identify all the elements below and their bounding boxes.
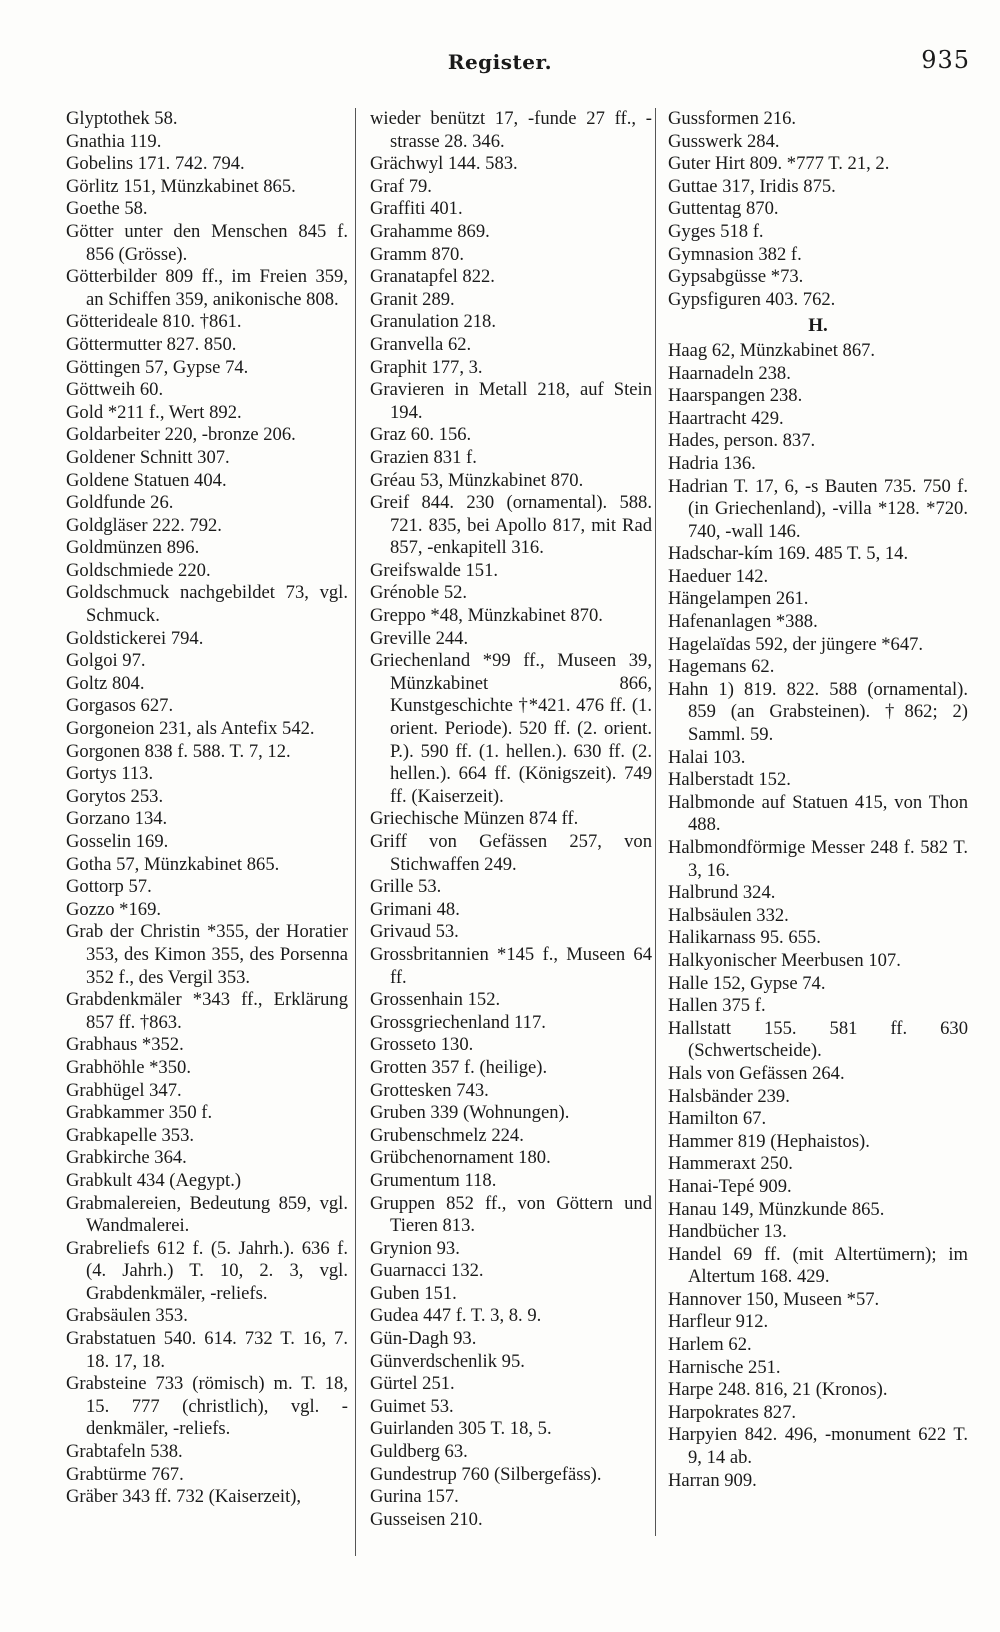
index-entry: Goldarbeiter 220, -bronze 206.	[66, 424, 296, 446]
index-entry: Hadschar-kím 169. 485 T. 5, 14.	[668, 543, 909, 565]
page-title: Register.	[447, 50, 553, 74]
index-entry: Hängelampen 261.	[668, 588, 809, 610]
index-entry: Goltz 804.	[66, 672, 145, 694]
index-entry: Grumentum 118.	[370, 1169, 497, 1191]
index-entry: Grabkirche 364.	[66, 1147, 187, 1169]
index-entry: Göttweih 60.	[66, 379, 164, 401]
index-entry: Grabdenkmäler *343 ff., Erklärung 857 ff. †863.	[66, 989, 348, 1033]
index-entry: Hals von Gefässen 264.	[668, 1062, 845, 1084]
index-entry: Griff von Gefässen 257, von Stichwaffen 249.	[370, 831, 652, 875]
index-entry: Görlitz 151, Münzkabinet 865.	[66, 175, 296, 197]
index-entry: Guirlanden 305 T. 18, 5.	[370, 1418, 552, 1440]
index-entry: Goldene Statuen 404.	[66, 469, 227, 491]
column-divider	[655, 108, 656, 1536]
index-entry: Göttermutter 827. 850.	[66, 333, 237, 355]
index-entry: Gussformen 216.	[668, 108, 797, 129]
index-entry: Greville 244.	[370, 627, 469, 649]
index-entry: Hallen 375 f.	[668, 995, 766, 1017]
index-entry: Gypsabgüsse *73.	[668, 266, 804, 288]
index-entry: Harnische 251.	[668, 1356, 781, 1378]
index-entry: Griechische Münzen 874 ff.	[370, 808, 579, 830]
index-entry: Hagelaïdas 592, der jüngere *647.	[668, 633, 924, 655]
index-entry: Harlem 62.	[668, 1334, 752, 1356]
index-entry: Hammer 819 (Hephaistos).	[668, 1130, 870, 1152]
index-entry: Harfleur 912.	[668, 1311, 769, 1333]
index-entry: Harpokrates 827.	[668, 1401, 797, 1423]
index-entry: Göttingen 57, Gypse 74.	[66, 356, 249, 378]
index-entry: Gurina 157.	[370, 1486, 459, 1508]
index-entry: Goldfunde 26.	[66, 492, 174, 514]
index-entry: Gusseisen 210.	[370, 1508, 483, 1530]
index-entry: Grabhaus *352.	[66, 1034, 184, 1056]
index-entry: Guimet 53.	[370, 1395, 454, 1417]
index-entry: Haag 62, Münzkabinet 867.	[668, 339, 876, 361]
index-column-1	[66, 108, 348, 1509]
index-entry: Gobelins 171. 742. 794.	[66, 153, 245, 175]
index-entry: Gotha 57, Münzkabinet 865.	[66, 853, 280, 875]
index-entry: Gymnasion 382 f.	[668, 243, 802, 265]
index-entry: Gorytos 253.	[66, 785, 164, 807]
index-entry: Greppo *48, Münzkabinet 870.	[370, 605, 603, 627]
index-entry: Graphit 177, 3.	[370, 356, 483, 378]
index-entry: Hammeraxt 250.	[668, 1153, 793, 1175]
index-entry: Gruppen 852 ff., von Göttern und Tieren 813.	[370, 1192, 652, 1237]
index-entry: Granit 289.	[370, 288, 455, 310]
index-entry: Hanai-Tepé 909.	[668, 1175, 792, 1197]
index-entry: Gramm 870.	[370, 243, 464, 265]
index-entry: Halberstadt 152.	[668, 769, 791, 791]
index-entry: Golgoi 97.	[66, 650, 146, 672]
index-entry: Götterideale 810. †861.	[66, 311, 242, 333]
index-entry: Gnathia 119.	[66, 130, 162, 152]
index-entry: Gräber 343 ff. 732 (Kaiserzeit),	[66, 1486, 302, 1508]
index-entry: Hagemans 62.	[668, 656, 775, 678]
index-entry: Haartracht 429.	[668, 407, 784, 429]
index-entry: Graz 60. 156.	[370, 424, 472, 446]
index-entry: Grubenschmelz 224.	[370, 1124, 524, 1146]
index-entry: Gürtel 251.	[370, 1373, 455, 1395]
index-entry: Halbsäulen 332.	[668, 904, 789, 926]
index-entry: Haeduer 142.	[668, 565, 769, 587]
index-entry: Goldener Schnitt 307.	[66, 446, 230, 468]
index-entry: Grab der Christin *355, der Horatier 353, des Kimon 355, des Porsenna 352 f., des Vergil 353.	[66, 921, 348, 988]
index-entry: Halle 152, Gypse 74.	[668, 972, 826, 994]
index-entry: Götterbilder 809 ff., im Freien 359, an Schiffen 359, anikonische 808.	[66, 266, 348, 310]
index-entry: Goethe 58.	[66, 198, 148, 220]
index-entry: Grossgriechenland 117.	[370, 1011, 546, 1033]
index-entry: Granatapfel 822.	[370, 266, 495, 288]
index-entry: Harpe 248. 816, 21 (Kronos).	[668, 1379, 888, 1401]
index-entry: Grabkult 434 (Aegypt.)	[66, 1169, 242, 1191]
index-entry: Grabtafeln 538.	[66, 1441, 183, 1463]
index-entry: Greif 844. 230 (ornamental). 588. 721. 835, bei Apollo 817, mit Rad 857, -enkapitell 316.	[370, 492, 652, 559]
index-entry: Grénoble 52.	[370, 582, 468, 604]
index-entry: Hades, person. 837.	[668, 430, 816, 452]
index-entry: Goldmünzen 896.	[66, 537, 200, 559]
index-entry: Guttae 317, Iridis 875.	[668, 175, 836, 197]
index-entry: Grabreliefs 612 f. (5. Jahrh.). 636 f. (4. Jahrh.) T. 10, 2. 3, vgl. Grabdenkmäler, -reliefs.	[66, 1237, 348, 1304]
index-entry: Gundestrup 760 (Silbergefäss).	[370, 1463, 602, 1485]
index-entry: Grabsäulen 353.	[66, 1305, 188, 1327]
index-entry: Gorgasos 627.	[66, 695, 174, 717]
index-entry: Harpyien 842. 496, -monument 622 T. 9, 14 ab.	[668, 1424, 968, 1469]
index-entry: Halikarnass 95. 655.	[668, 927, 821, 949]
index-entry: Grivaud 53.	[370, 921, 459, 943]
index-entry: Gyges 518 f.	[668, 220, 764, 242]
index-entry: Gudea 447 f. T. 3, 8. 9.	[370, 1305, 542, 1327]
index-entry: Gusswerk 284.	[668, 130, 780, 152]
index-entry: Hannover 150, Museen *57.	[668, 1288, 880, 1310]
index-entry: Goldschmiede 220.	[66, 559, 211, 581]
index-entry: Grabsteine 733 (römisch) m. T. 18, 15. 777 (christlich), vgl. -denkmäler, -reliefs.	[66, 1373, 348, 1440]
index-entry: Hallstatt 155. 581 ff. 630 (Schwertscheide).	[668, 1017, 968, 1062]
index-entry: Hafenanlagen *388.	[668, 611, 818, 633]
index-entry: Halsbänder 239.	[668, 1085, 790, 1107]
index-entry: Gottorp 57.	[66, 876, 152, 898]
index-entry: Gravieren in Metall 218, auf Stein 194.	[370, 379, 652, 423]
index-entry: Halbmondförmige Messer 248 f. 582 T. 3, 16.	[668, 837, 968, 881]
index-entry: Grille 53.	[370, 876, 442, 898]
index-entry: Grabkapelle 353.	[66, 1124, 195, 1146]
index-entry: Grübchenornament 180.	[370, 1147, 551, 1169]
index-entry: Grabhöhle *350.	[66, 1056, 191, 1078]
index-entry: Hadrian T. 17, 6, -s Bauten 735. 750 f. (in Griechenland), -villa *128. *720. 740, -wall 146.	[668, 475, 968, 542]
index-column-2	[370, 108, 652, 1531]
index-entry: Guttentag 870.	[668, 198, 779, 220]
index-entry: Hahn 1) 819. 822. 588 (ornamental). 859 (an Grabsteinen). †862; 2) Samml. 59.	[668, 678, 968, 746]
index-entry: Grächwyl 144. 583.	[370, 153, 518, 175]
index-entry: Grynion 93.	[370, 1237, 460, 1259]
index-entry: Guben 151.	[370, 1282, 457, 1304]
index-entry: Gruben 339 (Wohnungen).	[370, 1102, 570, 1124]
index-entry: Haarspangen 238.	[668, 385, 803, 407]
index-entry: Handbücher 13.	[668, 1221, 787, 1243]
index-entry: Grabmalereien, Bedeutung 859, vgl. Wandmalerei.	[66, 1192, 348, 1237]
index-entry: Glyptothek 58.	[66, 108, 178, 129]
index-entry: Gold *211 f., Wert 892.	[66, 401, 242, 423]
index-entry: Grossenhain 152.	[370, 989, 501, 1011]
index-entry: Gorzano 134.	[66, 808, 168, 830]
index-entry: wieder benützt 17, -funde 27 ff., -strasse 28. 346.	[370, 108, 652, 152]
index-entry: Grimani 48.	[370, 898, 460, 920]
section-heading-h: H.	[808, 315, 828, 337]
index-entry: Gün-Dagh 93.	[370, 1328, 477, 1350]
index-entry: Guter Hirt 809. *777 T. 21, 2.	[668, 153, 890, 175]
index-entry: Goldgläser 222. 792.	[66, 514, 222, 536]
index-entry: Grotten 357 f. (heilige).	[370, 1056, 548, 1078]
index-entry: Guldberg 63.	[370, 1441, 468, 1463]
index-entry: Graffiti 401.	[370, 198, 463, 220]
index-entry: Gypsfiguren 403. 762.	[668, 288, 836, 310]
index-entry: Grabkammer 350 f.	[66, 1102, 213, 1124]
index-column-3	[668, 108, 968, 1492]
index-entry: Haarnadeln 238.	[668, 362, 791, 384]
index-entry: Grabhügel 347.	[66, 1079, 182, 1101]
index-entry: Gosselin 169.	[66, 831, 169, 852]
page-number: 935	[921, 46, 970, 74]
index-entry: Hanau 149, Münzkunde 865.	[668, 1198, 885, 1220]
index-entry: Hadria 136.	[668, 452, 756, 474]
index-entry: Gortys 113.	[66, 763, 154, 785]
index-group-g	[668, 108, 968, 311]
index-entry: Gorgonen 838 f. 588. T. 7, 12.	[66, 740, 291, 762]
page-header	[0, 42, 1000, 82]
index-entry: Günverdschenlik 95.	[370, 1350, 525, 1372]
index-entry: Guarnacci 132.	[370, 1260, 484, 1282]
index-entry: Greifswalde 151.	[370, 559, 499, 581]
index-entry: Goldstickerei 794.	[66, 627, 204, 649]
index-entry: Hamilton 67.	[668, 1108, 767, 1130]
column-divider	[355, 108, 356, 1556]
index-entry: Halai 103.	[668, 746, 746, 768]
index-entry: Götter unter den Menschen 845 f. 856 (Grösse).	[66, 220, 348, 265]
index-entry: Harran 909.	[668, 1469, 757, 1491]
index-entry: Gorgoneion 231, als Antefix 542.	[66, 718, 315, 740]
index-entry: Granvella 62.	[370, 333, 472, 355]
index-entry: Grossbritannien *145 f., Museen 64 ff.	[370, 943, 652, 988]
index-entry: Grabstatuen 540. 614. 732 T. 16, 7. 18. 17, 18.	[66, 1328, 348, 1372]
index-entry: Halbrund 324.	[668, 882, 776, 904]
index-entry: Halbmonde auf Statuen 415, von Thon 488.	[668, 791, 968, 836]
index-entry: Grottesken 743.	[370, 1079, 489, 1101]
index-entry: Handel 69 ff. (mit Altertümern); im Altertum 168. 429.	[668, 1243, 968, 1288]
index-entry: Grahamme 869.	[370, 220, 490, 242]
index-entry: Goldschmuck nachgebildet 73, vgl. Schmuck.	[66, 582, 348, 627]
index-entry: Griechenland *99 ff., Museen 39, Münzkabinet 866, Kunstgeschichte †*421. 476 ff. (1. orient. Periode). 520 ff. (2. orient. P.). 590 ff. (1. hellen.). 630 ff. (2. hellen.). 664 ff. (Königszeit). 749 ff. (Kaiserzeit).	[370, 650, 652, 807]
index-group-h	[668, 340, 968, 1492]
index-entry: Gréau 53, Münzkabinet 870.	[370, 469, 584, 491]
index-entry: Grosseto 130.	[370, 1034, 474, 1056]
index-entry: Grabtürme 767.	[66, 1463, 184, 1485]
index-entry: Grazien 831 f.	[370, 446, 477, 468]
index-entry: Granulation 218.	[370, 311, 496, 333]
index-entry: Halkyonischer Meerbusen 107.	[668, 949, 901, 971]
index-entry: Gozzo *169.	[66, 898, 162, 920]
index-entry: Graf 79.	[370, 175, 432, 197]
